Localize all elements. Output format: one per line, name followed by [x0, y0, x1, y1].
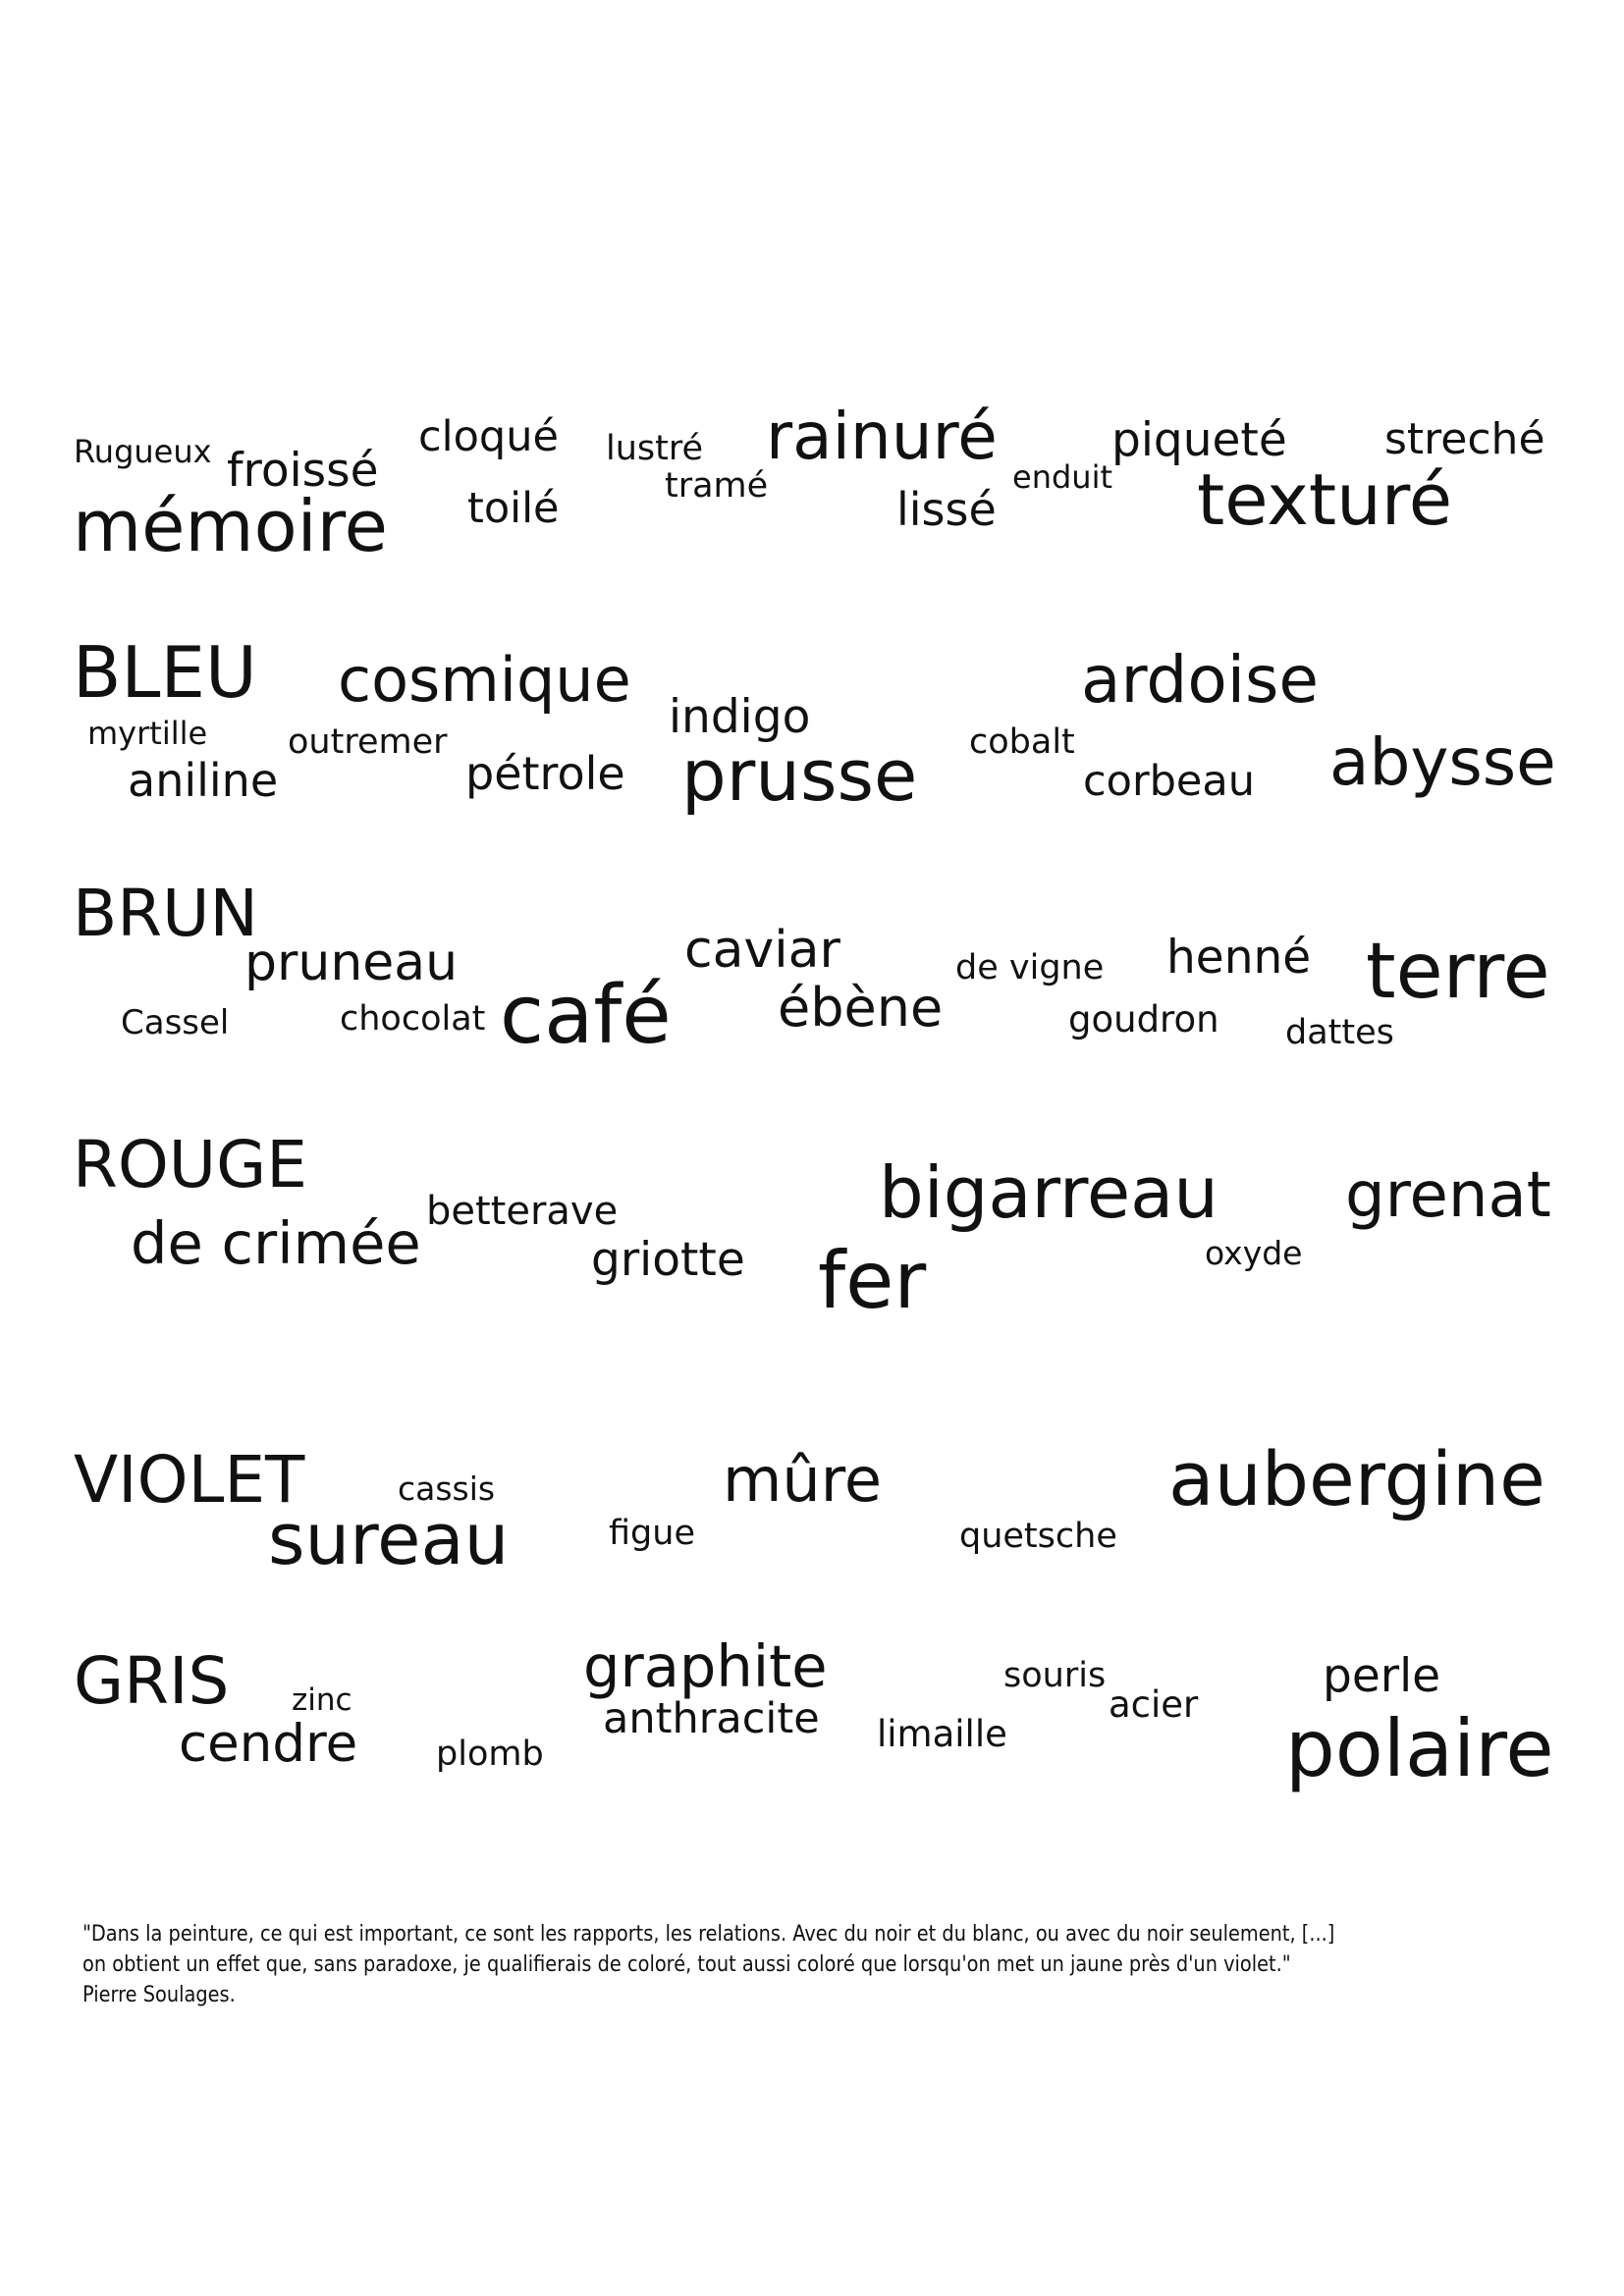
word-lustre: lustré [606, 429, 704, 468]
word-froisse: froissé [227, 444, 379, 498]
quote-author: Pierre Soulages. [82, 1982, 236, 2007]
word-de-vigne: de vigne [955, 948, 1105, 988]
word-abysse: abysse [1329, 724, 1556, 800]
word-aniline: aniline [128, 754, 279, 807]
quote-block [82, 1919, 1349, 2010]
word-zinc: zinc [292, 1682, 352, 1718]
heading-bleu: BLEU [73, 631, 257, 714]
quote-line-1: "Dans la peinture, ce qui est important, ce sont les rapports, les relations. Avec du noir et du blanc, ou avec du noir seulement, [...] [82, 1921, 1335, 1947]
word-henne: henné [1166, 931, 1312, 985]
word-mure: mûre [723, 1444, 882, 1516]
word-graphite: graphite [583, 1632, 828, 1700]
word-streche: streché [1384, 414, 1545, 464]
word-prusse: prusse [681, 734, 918, 817]
word-polaire: polaire [1285, 1703, 1554, 1794]
word-pruneau: pruneau [244, 934, 459, 992]
word-betterave: betterave [426, 1189, 619, 1234]
word-texture: texturé [1197, 458, 1453, 541]
word-cafe: café [500, 969, 672, 1062]
word-rainure: rainuré [766, 399, 998, 474]
word-sureau: sureau [268, 1498, 510, 1580]
word-petrole: pétrole [465, 747, 625, 800]
word-enduit: enduit [1012, 458, 1112, 496]
word-griotte: griotte [591, 1233, 745, 1287]
word-cendre: cendre [179, 1714, 358, 1774]
word-caviar: caviar [684, 921, 840, 980]
word-cloque: cloqué [418, 412, 559, 461]
word-outremer: outremer [288, 722, 448, 762]
word-ardoise: ardoise [1081, 642, 1320, 718]
word-oxyde: oxyde [1205, 1234, 1303, 1272]
word-corbeau: corbeau [1083, 757, 1255, 806]
word-souris: souris [1003, 1656, 1107, 1695]
word-cassis: cassis [398, 1469, 496, 1508]
word-indigo: indigo [669, 690, 811, 744]
word-quetsche: quetsche [959, 1517, 1117, 1556]
word-myrtille: myrtille [87, 715, 208, 752]
word-plomb: plomb [436, 1735, 544, 1774]
word-memoire: mémoire [73, 485, 388, 567]
word-anthracite: anthracite [603, 1694, 820, 1743]
word-chocolat: chocolat [340, 999, 486, 1039]
word-bigarreau: bigarreau [879, 1151, 1218, 1234]
heading-rouge: ROUGE [73, 1127, 307, 1202]
word-de-crimee: de crimée [131, 1209, 421, 1277]
word-ebene: ébène [778, 977, 944, 1039]
word-lisse: lissé [896, 483, 997, 536]
word-terre: terre [1366, 928, 1550, 1016]
word-acier: acier [1109, 1683, 1199, 1726]
quote-line-2: on obtient un effet que, sans paradoxe, je qualifierais de coloré, tout aussi coloré que lorsqu'on met un jaune près d'un violet." [82, 1951, 1291, 1977]
heading-gris: GRIS [74, 1643, 230, 1719]
word-cobalt: cobalt [969, 722, 1075, 762]
word-limaille: limaille [877, 1713, 1007, 1755]
word-perle: perle [1323, 1649, 1441, 1703]
word-cassel: Cassel [121, 1003, 230, 1042]
word-dattes: dattes [1285, 1013, 1394, 1052]
word-piquete: piqueté [1111, 413, 1287, 467]
word-toile: toilé [467, 484, 560, 533]
word-aubergine: aubergine [1168, 1435, 1545, 1522]
heading-brun: BRUN [73, 876, 258, 951]
word-rugueux: Rugueux [74, 433, 212, 470]
word-goudron: goudron [1068, 998, 1219, 1041]
word-figue: figue [609, 1514, 695, 1553]
word-cosmique: cosmique [338, 644, 631, 716]
heading-violet: VIOLET [74, 1442, 305, 1518]
word-grenat: grenat [1345, 1159, 1551, 1232]
word-trame: tramé [665, 466, 769, 506]
word-fer: fer [818, 1235, 927, 1326]
